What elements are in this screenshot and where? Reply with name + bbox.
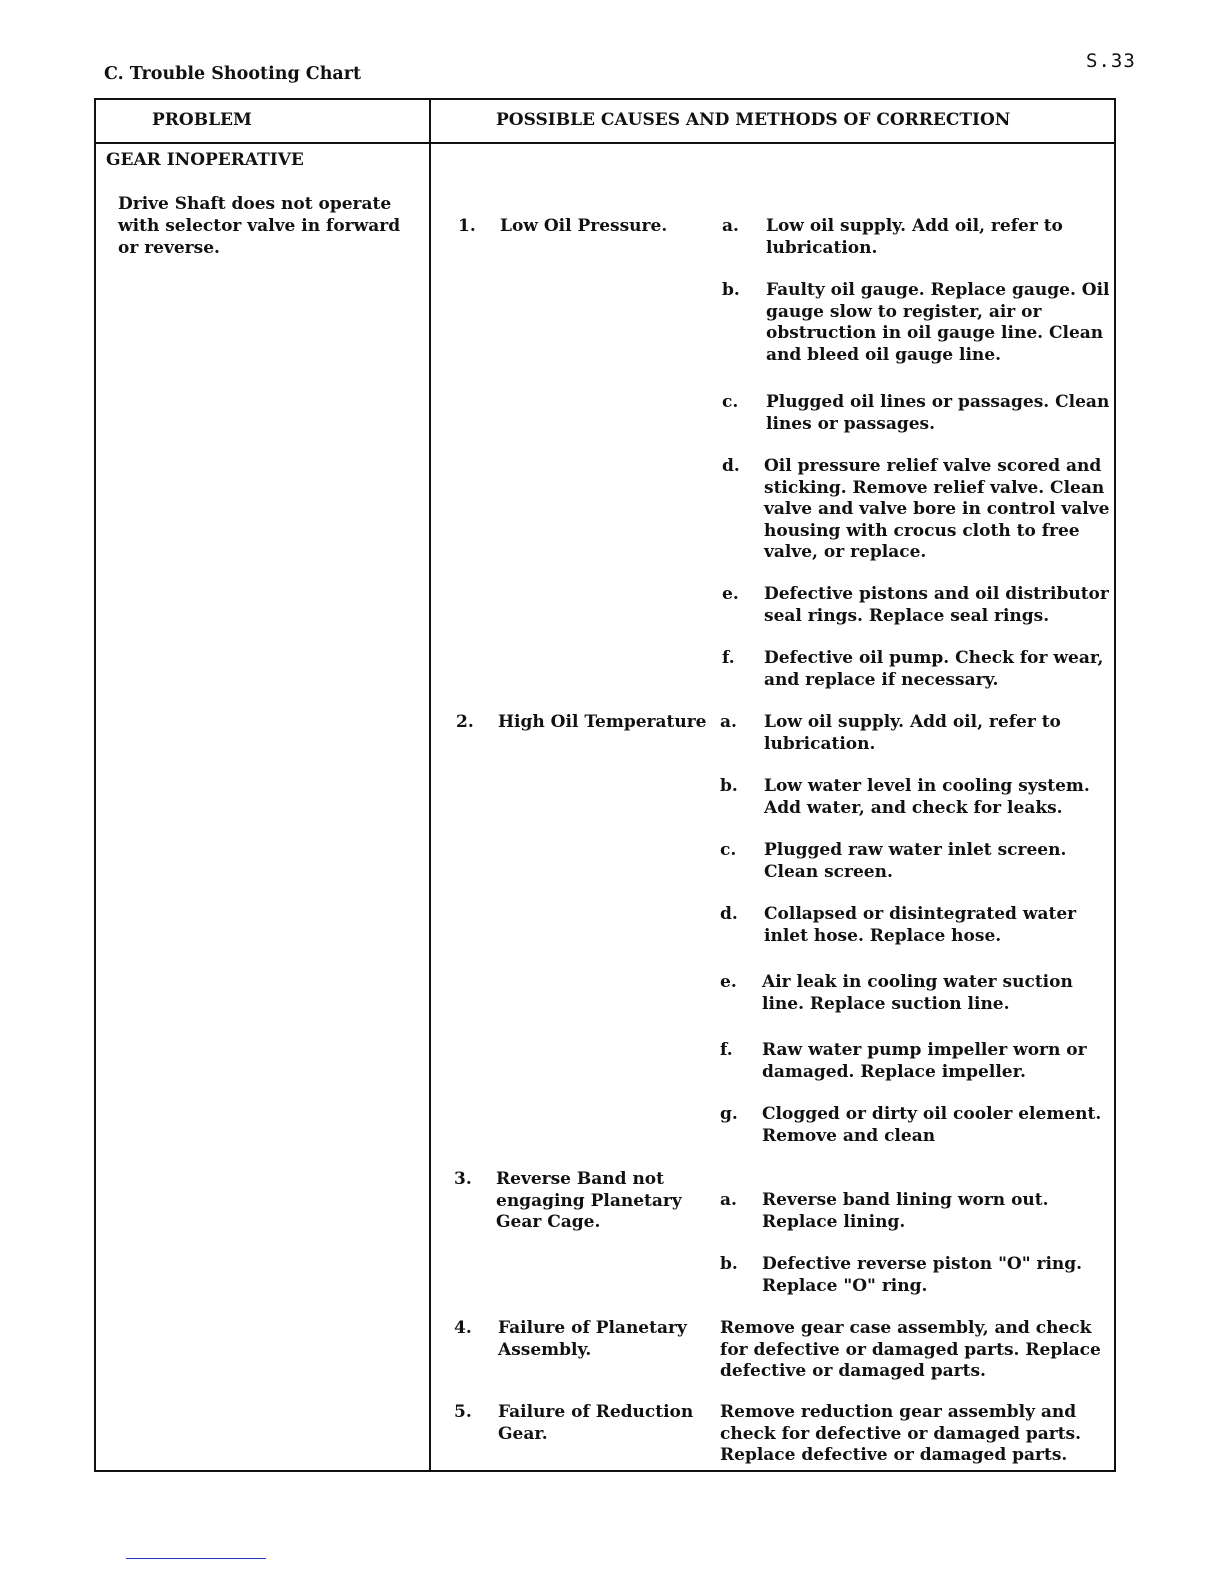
fix-letter: f. bbox=[722, 648, 735, 668]
fix-text: Defective pistons and oil distributor seal rings. Replace seal rings. bbox=[764, 584, 1109, 626]
cause-label: High Oil Temperature bbox=[498, 712, 707, 732]
problem-title: GEAR INOPERATIVE bbox=[106, 150, 304, 170]
fix-text: Faulty oil gauge. Replace gauge. Oil gauge slow to register, air or obstruction in oil gauge line. Clean and bleed oil gauge line. bbox=[766, 280, 1110, 365]
fix-letter: c. bbox=[722, 392, 739, 412]
assembly-fix-text: Remove reduction gear assembly and check for defective or damaged parts. Replace defective or damaged parts. bbox=[720, 1402, 1082, 1465]
fix-letter: b. bbox=[720, 776, 738, 796]
cause-number: 4. bbox=[454, 1318, 472, 1338]
cause-number: 1. bbox=[458, 216, 476, 236]
fix-letter: g. bbox=[720, 1104, 738, 1124]
fix-letter: a. bbox=[720, 712, 737, 732]
header-causes: POSSIBLE CAUSES AND METHODS OF CORRECTION bbox=[496, 110, 1011, 130]
cause-number: 2. bbox=[456, 712, 474, 732]
fix-text: Oil pressure relief valve scored and sticking. Remove relief valve. Clean valve and valve bore in control valve housing with crocus cloth to free valve, or replace. bbox=[764, 456, 1110, 562]
fix-text: Air leak in cooling water suction line. Replace suction line. bbox=[762, 972, 1073, 1014]
fix-letter: d. bbox=[722, 456, 740, 476]
fix-text: Low oil supply. Add oil, refer to lubrication. bbox=[764, 712, 1061, 754]
cause-label: Failure of Reduction Gear. bbox=[498, 1402, 694, 1444]
cause-label: Failure of Planetary Assembly. bbox=[498, 1318, 687, 1360]
fix-letter: e. bbox=[720, 972, 737, 992]
fix-text: Low oil supply. Add oil, refer to lubrication. bbox=[766, 216, 1063, 258]
fix-text: Defective oil pump. Check for wear, and replace if necessary. bbox=[764, 648, 1104, 690]
trouble-shooting-table bbox=[94, 98, 1116, 1472]
fix-text: Low water level in cooling system. Add water, and check for leaks. bbox=[764, 776, 1090, 818]
fix-letter: a. bbox=[720, 1190, 737, 1210]
fix-text: Plugged oil lines or passages. Clean lines or passages. bbox=[766, 392, 1110, 434]
footer-rule bbox=[126, 1558, 266, 1559]
fix-letter: b. bbox=[720, 1254, 738, 1274]
fix-text: Defective reverse piston "O" ring. Replace "O" ring. bbox=[762, 1254, 1083, 1296]
fix-letter: a. bbox=[722, 216, 739, 236]
column-divider bbox=[429, 100, 431, 1470]
fix-text: Plugged raw water inlet screen. Clean screen. bbox=[764, 840, 1067, 882]
assembly-fix-text: Remove gear case assembly, and check for defective or damaged parts. Replace defective or damaged parts. bbox=[720, 1318, 1101, 1381]
page-number: S.33 bbox=[1086, 50, 1136, 72]
fix-letter: b. bbox=[722, 280, 740, 300]
fix-letter: f. bbox=[720, 1040, 733, 1060]
header-problem: PROBLEM bbox=[152, 110, 252, 130]
cause-label: Reverse Band not engaging Planetary Gear Cage. bbox=[496, 1169, 682, 1232]
problem-description: Drive Shaft does not operate with selector valve in forward or reverse. bbox=[118, 194, 401, 258]
fix-letter: e. bbox=[722, 584, 739, 604]
header-divider bbox=[96, 142, 1114, 144]
fix-letter: d. bbox=[720, 904, 738, 924]
section-title: C. Trouble Shooting Chart bbox=[104, 64, 362, 84]
cause-label: Low Oil Pressure. bbox=[500, 216, 668, 236]
fix-text: Raw water pump impeller worn or damaged. Replace impeller. bbox=[762, 1040, 1087, 1082]
cause-number: 5. bbox=[454, 1402, 472, 1422]
fix-text: Reverse band lining worn out. Replace lining. bbox=[762, 1190, 1049, 1232]
fix-text: Collapsed or disintegrated water inlet hose. Replace hose. bbox=[764, 904, 1077, 946]
fix-letter: c. bbox=[720, 840, 737, 860]
cause-number: 3. bbox=[454, 1169, 472, 1189]
fix-text: Clogged or dirty oil cooler element. Remove and clean bbox=[762, 1104, 1102, 1146]
